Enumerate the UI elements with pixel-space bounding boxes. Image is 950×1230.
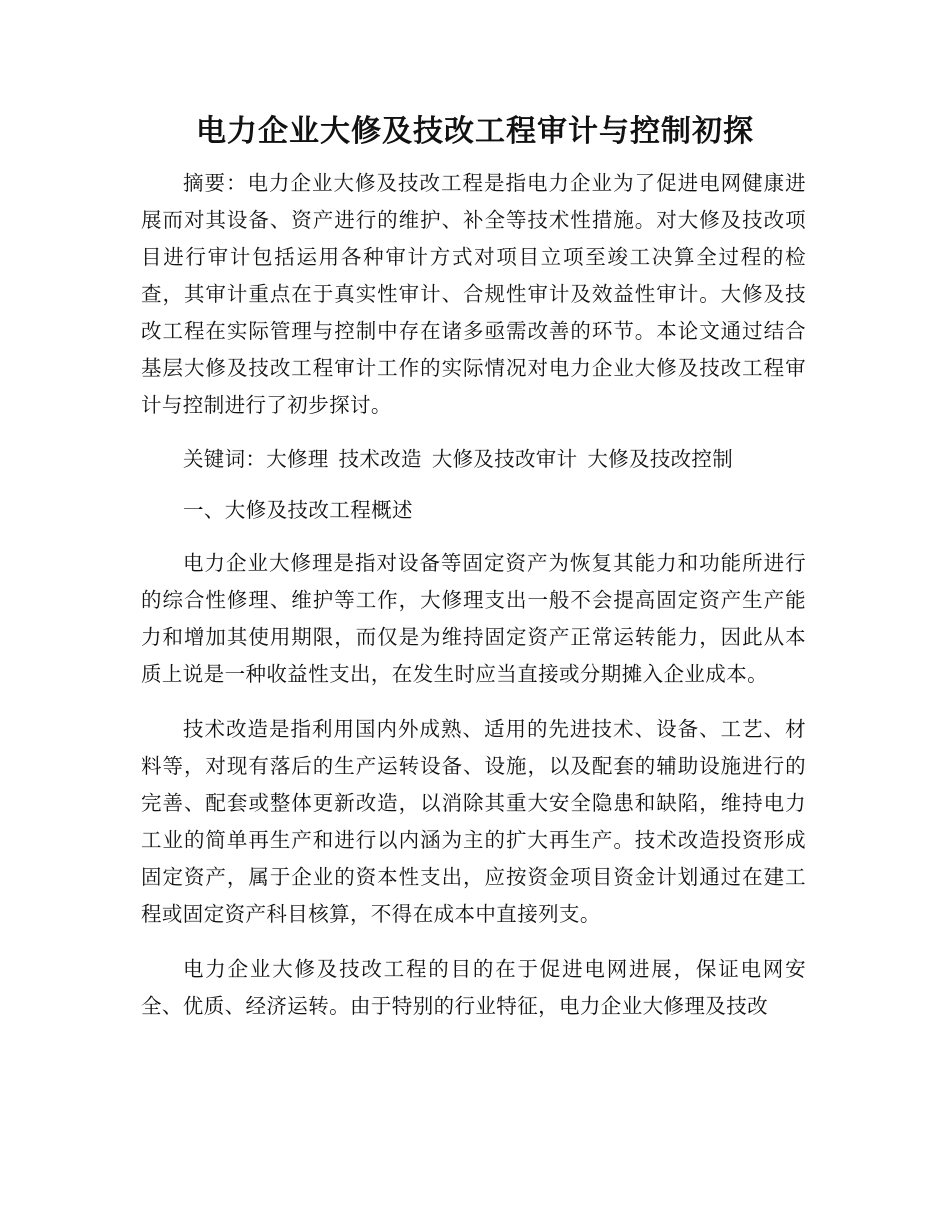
- body-paragraph: 电力企业大修理是指对设备等固定资产为恢复其能力和功能所进行的综合性修理、维护等工作，大修理支出一般不会提高固定资产生产能力和增加其使用期限，而仅是为维持固定资产正常运转能力，因此从本质上说是一种收益性支出，在发生时应当直接或分期摊入企业成本。: [141, 551, 806, 686]
- document-body: [141, 165, 806, 1043]
- section-heading: 一、大修及技改工程概述: [183, 498, 413, 522]
- document-title: 电力企业大修及技改工程审计与控制初探: [196, 114, 754, 149]
- keyword-item: 大修及技改审计: [431, 447, 578, 471]
- body-paragraph: 技术改造是指利用国内外成熟、适用的先进技术、设备、工艺、材料等，对现有落后的生产运转设备、设施，以及配套的辅助设施进行的完善、配套或整体更新改造，以消除其重大安全隐患和缺陷，维持电力工业的简单再生产和进行以内涵为主的扩大再生产。技术改造投资形成固定资产，属于企业的资本性支出，应按资金项目资金计划通过在建工程或固定资产科目核算，不得在成本中直接列支。: [141, 717, 806, 926]
- keywords-line: [141, 441, 806, 478]
- body-paragraph: 电力企业大修及技改工程的目的在于促进电网进展，保证电网安全、优质、经济运转。由于特别的行业特征，电力企业大修理及技改: [141, 957, 806, 1018]
- keywords-label: 关键词：: [183, 447, 267, 471]
- keyword-item: 大修理: [266, 447, 329, 471]
- abstract-paragraph: 摘要：电力企业大修及技改工程是指电力企业为了促进电网健康进展而对其设备、资产进行的维护、补全等技术性措施。对大修及技改项目进行审计包括运用各种审计方式对项目立项至竣工决算全过程的检查，其审计重点在于真实性审计、合规性审计及效益性审计。大修及技改工程在实际管理与控制中存在诸多亟需改善的环节。本论文通过结合基层大修及技改工程审计工作的实际情况对电力企业大修及技改工程审计与控制进行了初步探讨。: [141, 171, 806, 417]
- keyword-item: 大修及技改控制: [587, 447, 734, 471]
- keyword-item: 技术改造: [338, 447, 422, 471]
